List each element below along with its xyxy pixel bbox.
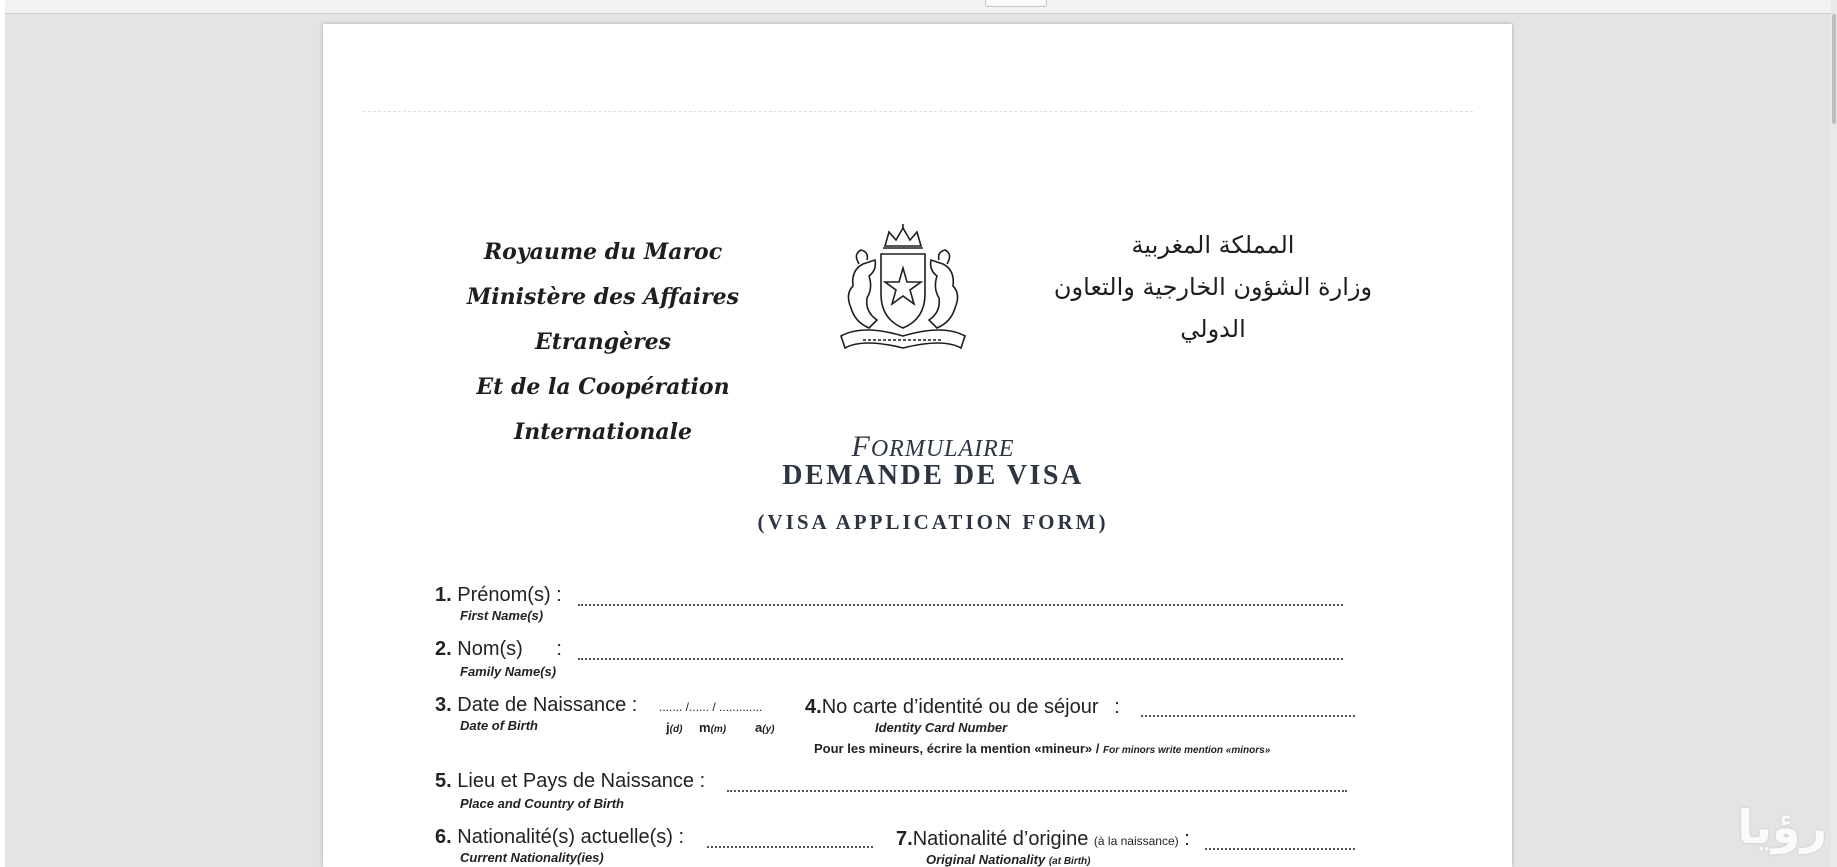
minors-note-english: For minors write mention «minors» (1103, 745, 1271, 756)
field-1-number: 1. (435, 584, 452, 606)
toolbar-toggle-handle[interactable] (985, 0, 1047, 7)
month-english: (m) (710, 724, 727, 735)
form-title: DEMANDE DE VISA (782, 460, 1084, 491)
field-7-number: 7. (896, 828, 913, 850)
watermark-logo: رؤيا (1737, 800, 1827, 854)
minors-note (814, 741, 1270, 756)
field-3-english: Date of Birth (460, 718, 538, 733)
field-7-label: Nationalité d’origine (912, 828, 1089, 850)
field-5-number: 5. (435, 770, 452, 792)
field-6-number: 6. (435, 826, 452, 848)
field-4-english: Identity Card Number (875, 720, 1008, 735)
year-english: (y) (762, 724, 775, 735)
date-month-hint (699, 720, 726, 735)
family-name-input-line[interactable] (578, 658, 1343, 660)
field-3-label: Date de Naissance : (457, 694, 638, 716)
field-2-label: Nom(s) (457, 638, 523, 660)
field-4-separator: : (1114, 696, 1120, 718)
date-day-hint (666, 720, 682, 735)
field-original-nationality (896, 828, 1190, 851)
field-current-nationality (435, 826, 684, 849)
minors-note-french: Pour les mineurs, écrire la mention «mineur» / (814, 741, 1100, 756)
form-subtitle: (VISA APPLICATION FORM) (757, 510, 1109, 534)
field-family-name (435, 638, 562, 661)
coat-of-arms-icon (833, 224, 973, 354)
field-first-name (435, 584, 562, 607)
date-of-birth-input[interactable]: ....... /...... / ............. (659, 700, 763, 714)
field-identity-card (805, 696, 1120, 719)
current-nationality-input-line[interactable] (707, 846, 873, 848)
field-4-number: 4. (805, 696, 822, 718)
day-english: (d) (669, 724, 683, 735)
field-6-english: Current Nationality(ies) (460, 850, 604, 865)
document-page (323, 24, 1512, 867)
window-left-edge (0, 0, 5, 867)
day-letter: j (666, 720, 670, 735)
viewer-toolbar (5, 0, 1832, 14)
vertical-scrollbar[interactable] (1831, 0, 1837, 867)
kicker-initial: F (851, 430, 871, 463)
scrollbar-thumb[interactable] (1832, 14, 1836, 124)
header-ar-line-1: المملكة المغربية (1131, 231, 1295, 259)
header-arabic (1043, 224, 1383, 350)
field-7-english (926, 852, 1090, 867)
header-fr-line-2: Ministère des Affaires Etrangères (466, 284, 740, 355)
field-2-number: 2. (435, 638, 452, 660)
scan-artifact-line (363, 111, 1473, 112)
field-1-label: Prénom(s) (457, 584, 551, 606)
header-fr-line-3: Et de la Coopération Internationale (476, 374, 730, 445)
field-6-label: Nationalité(s) actuelle(s) : (457, 826, 684, 848)
field-7-separator: : (1184, 828, 1190, 850)
field-7-label-small: (à la naissance) (1093, 834, 1179, 848)
first-name-input-line[interactable] (578, 604, 1343, 606)
field-2-english: Family Name(s) (460, 664, 557, 679)
field-1-english: First Name(s) (460, 608, 544, 623)
original-nationality-input-line[interactable] (1205, 848, 1355, 850)
field-5-label: Lieu et Pays de Naissance : (457, 770, 706, 792)
header-ar-line-2: وزارة الشؤون الخارجية والتعاون (1053, 273, 1373, 301)
field-2-separator: : (556, 638, 562, 660)
form-kicker (703, 430, 1163, 464)
form-title-block (703, 430, 1163, 535)
field-date-of-birth (435, 694, 637, 717)
field-7-english-text: Original Nationality (926, 852, 1046, 867)
field-4-label: No carte d’identité ou de séjour (821, 696, 1099, 718)
field-place-of-birth (435, 770, 705, 793)
field-3-number: 3. (435, 694, 452, 716)
field-1-separator: : (556, 584, 562, 606)
kicker-rest: ORMULAIRE (870, 436, 1015, 462)
header-french (413, 230, 793, 455)
header-ar-line-3: الدولي (1180, 315, 1246, 343)
field-5-english: Place and Country of Birth (460, 796, 624, 811)
date-year-hint (755, 720, 774, 735)
field-7-english-small: (at Birth) (1048, 856, 1091, 867)
year-letter: a (755, 720, 763, 735)
month-letter: m (699, 720, 711, 735)
place-of-birth-input-line[interactable] (727, 790, 1347, 792)
identity-card-input-line[interactable] (1141, 715, 1355, 717)
header-fr-line-1: Royaume du Maroc (483, 239, 723, 265)
